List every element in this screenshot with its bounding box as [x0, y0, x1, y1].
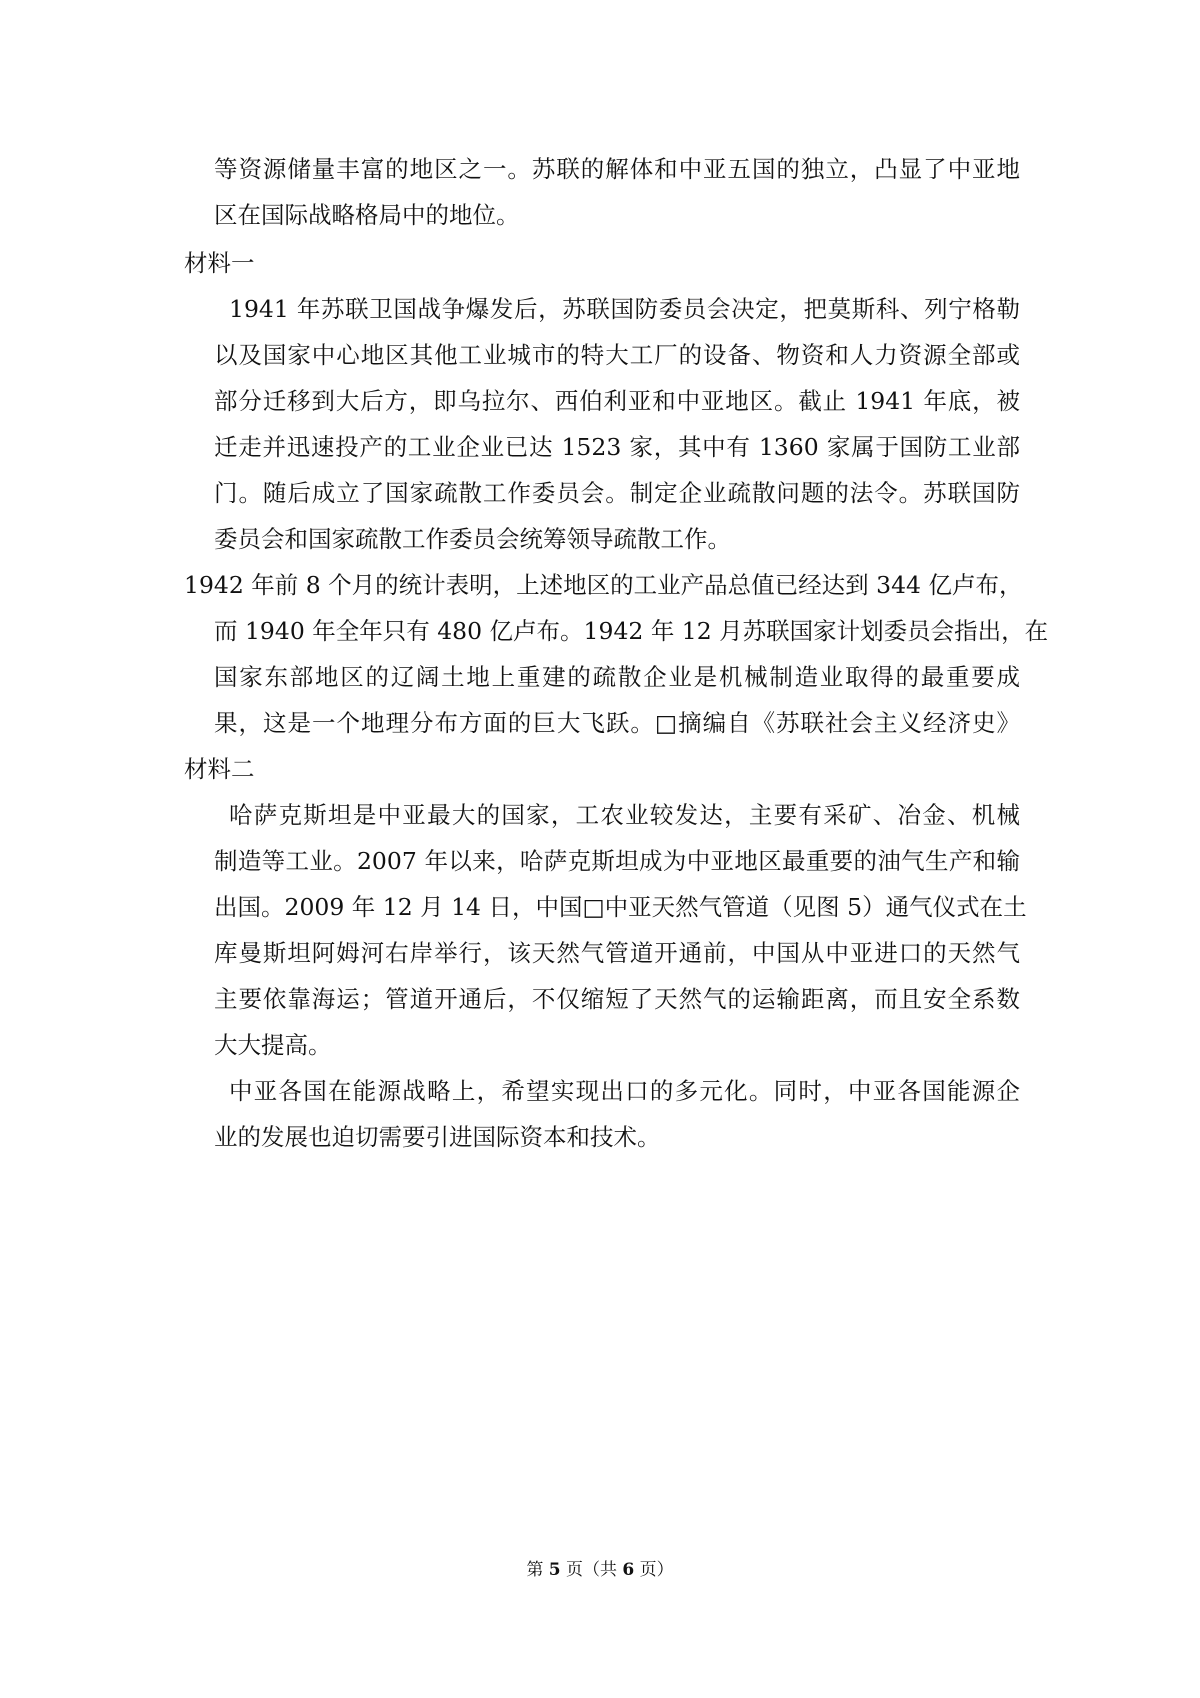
text-line: 迁走并迅速投产的工业企业已达 1523 家，其中有 1360 家属于国防工业部: [214, 433, 1020, 461]
material-1-paragraph-1: [184, 286, 1020, 562]
footer-middle: 页（共: [566, 1560, 617, 1580]
text-line: 制造等工业。2007 年以来，哈萨克斯坦成为中亚地区最重要的油气生产和输: [214, 847, 1020, 875]
text-line: 中亚各国在能源战略上，希望实现出口的多元化。同时，中亚各国能源企: [229, 1077, 1020, 1105]
material-1-paragraph-2: [184, 562, 1049, 746]
page-footer: [0, 1558, 1200, 1582]
text-line: 国家东部地区的辽阔土地上重建的疏散企业是机械制造业取得的最重要成: [214, 663, 1020, 691]
text-line: 以及国家中心地区其他工业城市的特大工厂的设备、物资和人力资源全部或: [214, 341, 1020, 369]
text-line: 果，这是一个地理分布方面的巨大飞跃。□摘编自《苏联社会主义经济史》: [214, 709, 1020, 737]
text-line: 出国。2009 年 12 月 14 日，中国□中亚天然气管道（见图 5）通气仪式在土: [214, 893, 1027, 921]
text-line: 主要依靠海运；管道开通后，不仅缩短了天然气的运输距离，而且安全系数: [214, 985, 1020, 1013]
text-line: 哈萨克斯坦是中亚最大的国家，工农业较发达，主要有采矿、冶金、机械: [229, 801, 1020, 829]
text-line: 库曼斯坦阿姆河右岸举行，该天然气管道开通前，中国从中亚进口的天然气: [214, 939, 1020, 967]
text-line: 委员会和国家疏散工作委员会统筹领导疏散工作。: [214, 525, 731, 553]
intro-paragraph: [184, 146, 1020, 238]
material-2-paragraph-1: [184, 792, 1027, 1068]
material-2-heading: 材料二: [184, 755, 255, 783]
text-line: 区在国际战略格局中的地位。: [214, 201, 520, 229]
footer-page-number: 5: [548, 1560, 561, 1580]
material-2-paragraph-2: [184, 1068, 1020, 1160]
text-line: 等资源储量丰富的地区之一。苏联的解体和中亚五国的独立，凸显了中亚地: [214, 155, 1020, 183]
footer-suffix: 页）: [639, 1560, 674, 1580]
text-line: 1941 年苏联卫国战争爆发后，苏联国防委员会决定，把莫斯科、列宁格勒: [229, 295, 1020, 323]
footer-total-pages: 6: [622, 1560, 635, 1580]
text-line: 部分迁移到大后方，即乌拉尔、西伯利亚和中亚地区。截止 1941 年底，被: [214, 387, 1020, 415]
text-line: 门。随后成立了国家疏散工作委员会。制定企业疏散问题的法令。苏联国防: [214, 479, 1020, 507]
text-line: 而 1940 年全年只有 480 亿卢布。1942 年 12 月苏联国家计划委员会指出，在: [214, 617, 1049, 645]
text-line: 业的发展也迫切需要引进国际资本和技术。: [214, 1123, 661, 1151]
material-1-heading: 材料一: [184, 249, 255, 277]
footer-prefix: 第: [526, 1560, 544, 1580]
text-line: 大大提高。: [214, 1031, 332, 1059]
text-line: 1942 年前 8 个月的统计表明，上述地区的工业产品总值已经达到 344 亿卢布，: [184, 571, 1023, 599]
